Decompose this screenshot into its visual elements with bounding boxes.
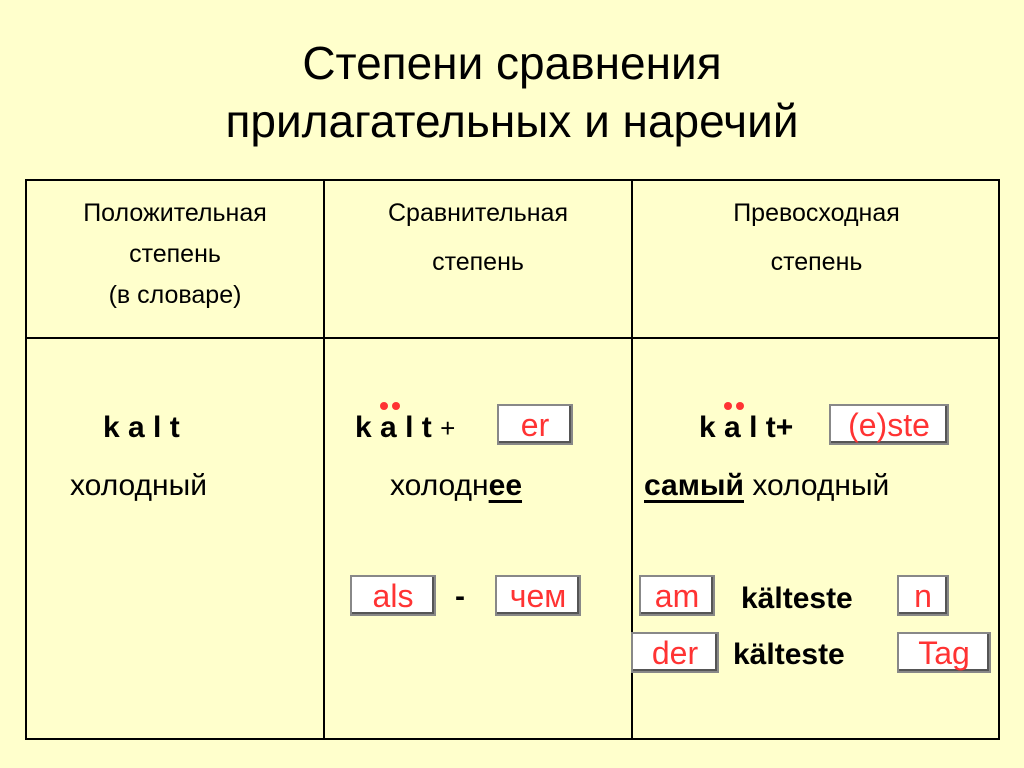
header-positive-line-2: степень	[129, 240, 221, 268]
superlative-suffix-box: (e)ste	[829, 404, 949, 445]
superlative-word-rest: l t+	[749, 411, 794, 444]
header-comparative-line-1: Сравнительная	[387, 199, 569, 227]
comparative-plus: +	[440, 413, 456, 443]
title-line-2: прилагательных и наречий	[225, 95, 799, 147]
header-comparative-line-2: степень	[432, 248, 524, 276]
superlative-kalteste-2: kälteste	[733, 638, 845, 671]
header-superlative-line-2: степень	[770, 248, 863, 276]
superlative-word	[699, 410, 793, 446]
positive-word: k a l t	[103, 411, 180, 444]
title-line-1: Степени сравнения	[302, 37, 722, 89]
superlative-translation-samyi: самый	[644, 469, 744, 502]
am-box: am	[639, 575, 715, 616]
superlative-translation	[644, 468, 889, 504]
positive-translation: холодный	[70, 469, 207, 502]
n-box: n	[897, 575, 949, 616]
header-divider	[27, 337, 998, 339]
comparative-suffix-box: er	[497, 404, 573, 445]
superlative-kalteste-1: kälteste	[741, 582, 853, 615]
comparative-umlaut-vowel: a	[380, 410, 397, 446]
header-positive-line-1: Положительная	[83, 199, 267, 227]
superlative-word-prefix: k	[699, 411, 716, 444]
superlative-translation-word: холодный	[752, 469, 890, 502]
umlaut-dot-left	[380, 402, 388, 410]
als-box: als	[350, 575, 436, 616]
comparison-table	[25, 179, 1000, 740]
tag-box: Tag	[897, 632, 991, 673]
comparative-translation-ending: ее	[488, 469, 523, 502]
header-positive	[27, 193, 323, 316]
superlative-umlaut-vowel: a	[724, 410, 741, 446]
comparative-word-prefix: k	[355, 411, 372, 444]
umlaut-dot-right	[736, 402, 744, 410]
comparative-word	[355, 410, 455, 446]
comparative-translation-stem: холодн	[390, 469, 489, 502]
comparative-translation	[390, 468, 522, 504]
header-positive-line-3: (в словаре)	[108, 281, 242, 309]
slide-title	[0, 34, 1024, 150]
header-superlative	[633, 189, 1000, 287]
umlaut-dot-right	[392, 402, 400, 410]
header-superlative-line-1: Превосходная	[733, 199, 900, 227]
header-comparative	[325, 189, 631, 287]
umlaut-dot-left	[724, 402, 732, 410]
chem-box: чем	[495, 575, 581, 616]
der-box: der	[631, 632, 719, 673]
als-dash: -	[455, 580, 465, 613]
comparative-word-rest: l t	[405, 411, 432, 444]
